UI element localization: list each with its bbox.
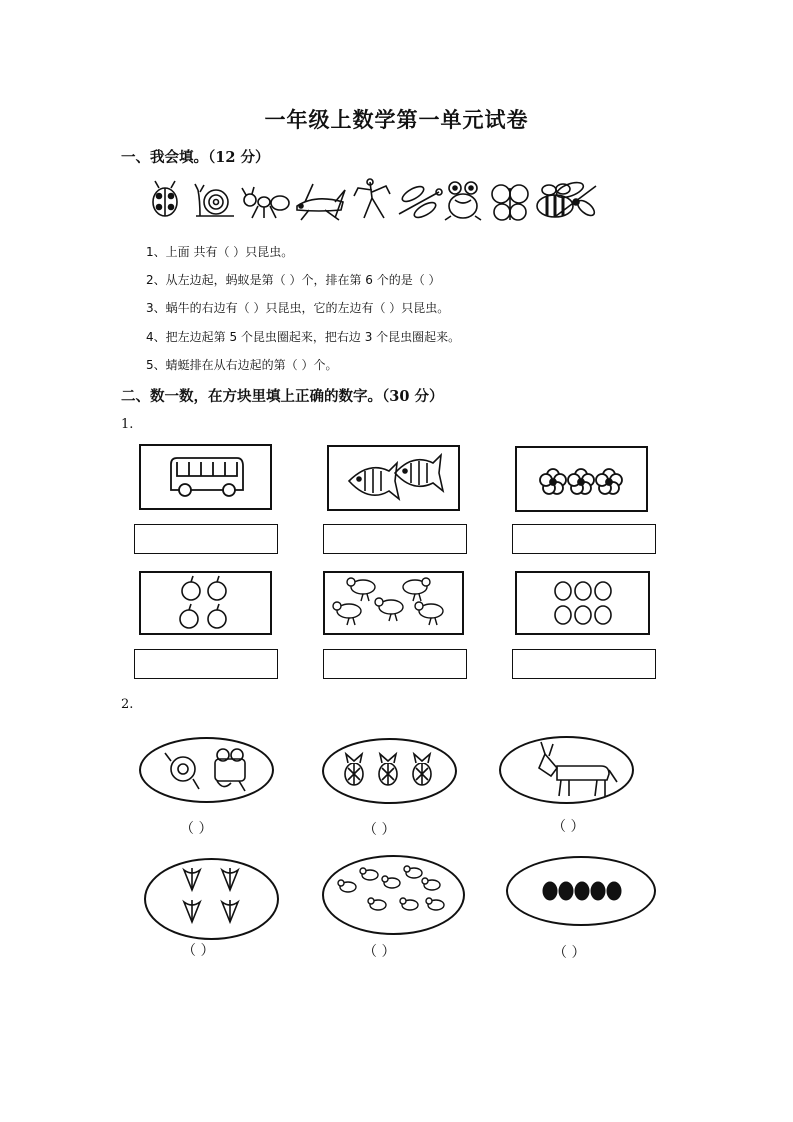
answer-box-bus[interactable] <box>134 524 278 554</box>
oval-answer-donkey[interactable]: （ ） <box>552 819 585 835</box>
question-3: 3、蜗牛的右边有（ ）只昆虫，它的左边有（ ）只昆虫。 <box>146 301 450 315</box>
oval-donkey <box>499 736 634 804</box>
oval-corn <box>144 858 279 940</box>
corn-icon <box>146 860 277 938</box>
apple-icon <box>141 573 270 633</box>
question-5: 5、蜻蜓排在从右边起的第（ ）个。 <box>146 358 338 372</box>
oval-toys <box>139 737 274 803</box>
picture-box-bus <box>139 444 272 510</box>
page-title: 一年级上数学第一单元试卷 <box>264 107 529 132</box>
bee-icon <box>537 184 573 217</box>
chicken-icon <box>325 573 462 633</box>
question-1: 1、上面 共有（ ）只昆虫。 <box>146 245 294 259</box>
oval-beads <box>506 856 656 926</box>
picture-box-apples <box>139 571 272 635</box>
snail-icon <box>195 184 234 216</box>
dragonfly-icon <box>399 184 442 221</box>
section-2-heading: 二、数一数，在方块里填上正确的数字。（30 分） <box>121 388 444 405</box>
fish-icon <box>329 447 458 509</box>
butterfly-icon <box>492 185 528 220</box>
mantis-icon <box>354 179 390 218</box>
answer-box-chickens[interactable] <box>323 649 467 679</box>
answer-box-flowers[interactable] <box>512 524 656 554</box>
question-4: 4、把左边起第 5 个昆虫圈起来，把右边 3 个昆虫圈起来。 <box>146 330 461 344</box>
answer-box-apples[interactable] <box>134 649 278 679</box>
oval-pineapples <box>322 738 457 804</box>
bead-icon <box>508 858 654 924</box>
donkey-icon <box>501 738 632 802</box>
oval-answer-birds[interactable]: （ ） <box>363 944 396 960</box>
answer-box-peaches[interactable] <box>512 649 656 679</box>
picture-box-chickens <box>323 571 464 635</box>
bird-icon <box>324 857 463 933</box>
answer-box-fish[interactable] <box>323 524 467 554</box>
question-2: 2、从左边起，蚂蚁是第（ ）个，排在第 6 个的是（ ） <box>146 273 441 287</box>
oval-answer-pineapples[interactable]: （ ） <box>363 822 396 838</box>
oval-answer-corn[interactable]: （ ） <box>182 943 215 959</box>
ladybug-icon <box>153 181 177 216</box>
bus-icon <box>141 446 270 508</box>
peach-icon <box>517 573 648 633</box>
frog-icon <box>445 182 481 220</box>
oval-birds <box>322 855 465 935</box>
oval-answer-toys[interactable]: （ ） <box>180 821 213 837</box>
part-2-label: 2. <box>121 697 134 712</box>
toy-icon <box>141 739 272 801</box>
part-1-label: 1. <box>121 417 134 432</box>
oval-answer-beads[interactable]: （ ） <box>553 945 586 961</box>
flower-icon <box>517 448 646 510</box>
picture-box-peaches <box>515 571 650 635</box>
grasshopper-icon <box>297 184 345 220</box>
picture-box-fish <box>327 445 460 511</box>
insect-row <box>150 176 600 224</box>
ant-icon <box>242 187 289 218</box>
section-1-heading: 一、我会填。（12 分） <box>121 149 270 166</box>
pineapple-icon <box>324 740 455 802</box>
picture-box-flowers <box>515 446 648 512</box>
